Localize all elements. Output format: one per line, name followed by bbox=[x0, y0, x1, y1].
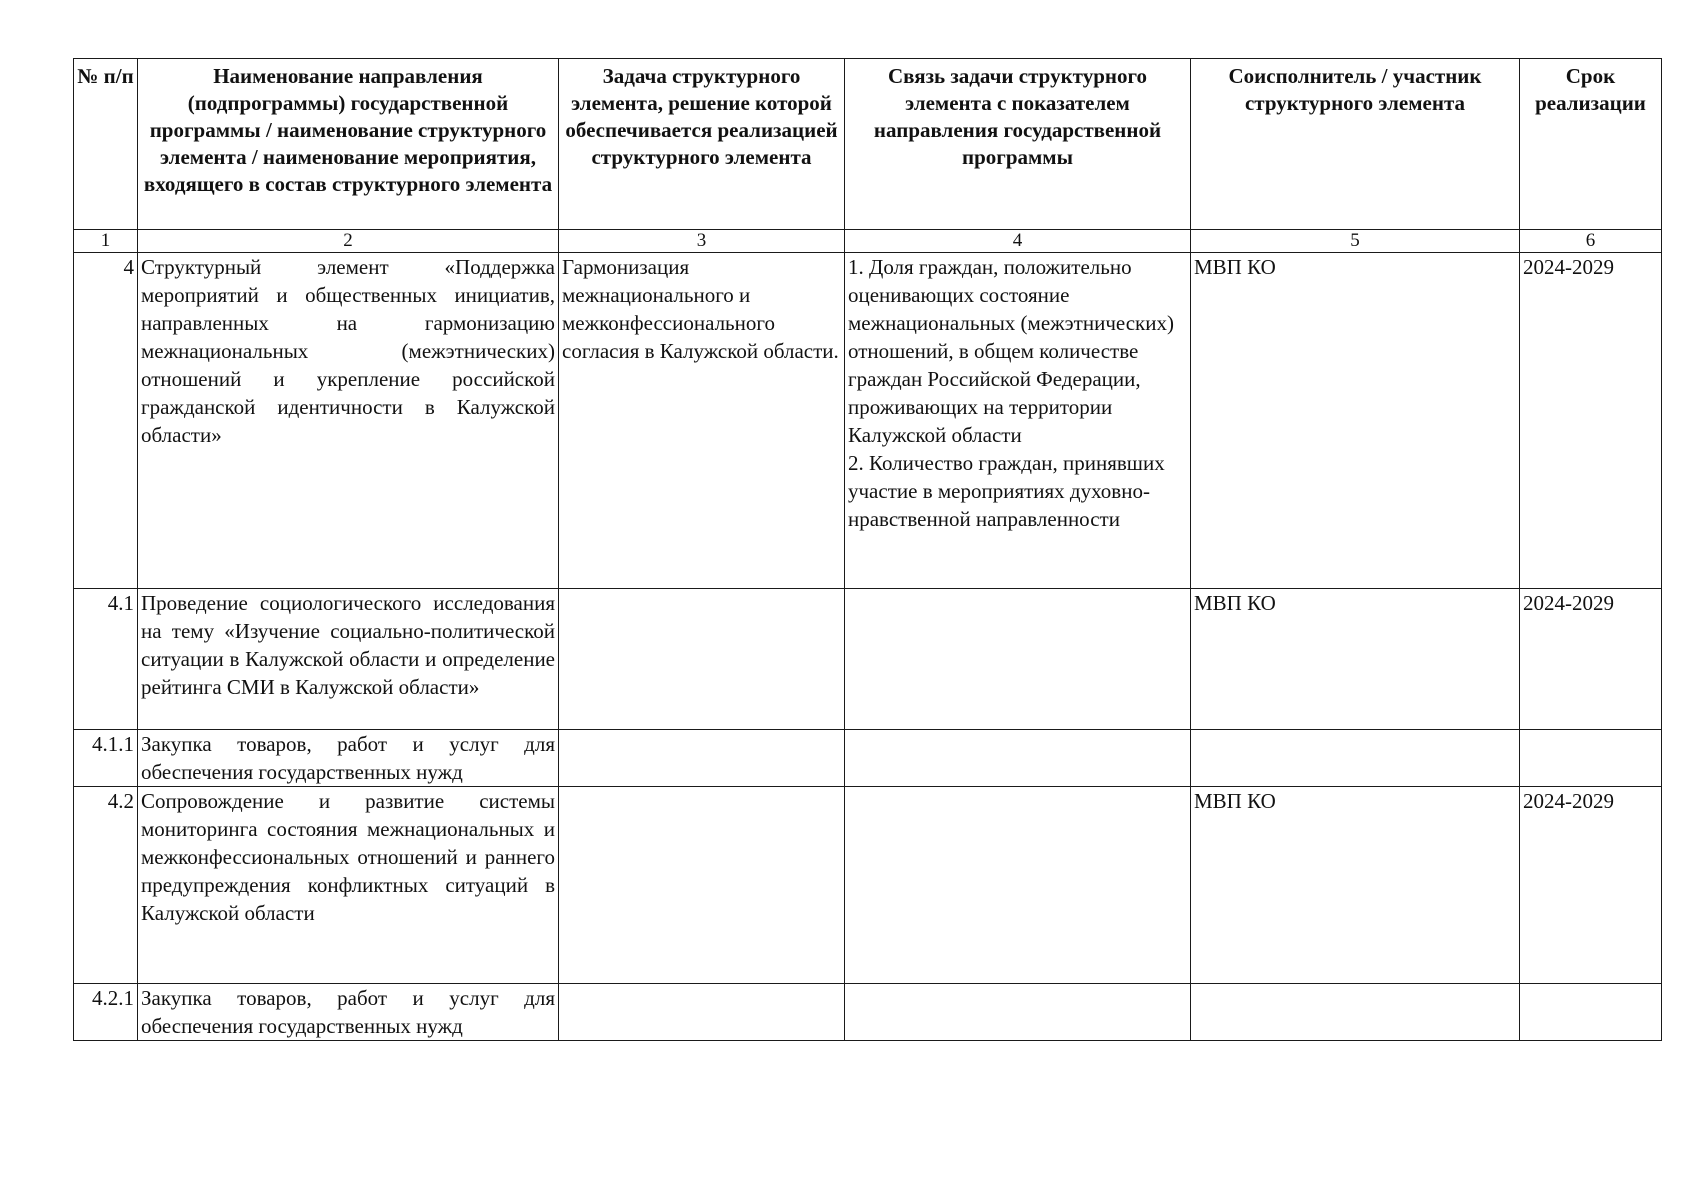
header-number: № п/п bbox=[74, 59, 138, 230]
header-link: Связь задачи структурного элемента с показателем направления государственной программы bbox=[845, 59, 1191, 230]
row-term: 2024-2029 bbox=[1520, 589, 1662, 730]
column-number: 5 bbox=[1191, 230, 1520, 253]
header-name: Наименование направления (подпрограммы) государственной программы / наименование структурного элемента / наименование мероприятия, входящего в состав структурного элемента bbox=[138, 59, 559, 230]
table-header-row bbox=[74, 59, 1662, 230]
row-name: Структурный элемент «Поддержка мероприятий и общественных инициатив, направленных на гармонизацию межнациональных (межэтнических) отношений и укрепление российской гражданской идентичности в Калужской области» bbox=[138, 253, 559, 589]
row-participant: МВП КО bbox=[1191, 253, 1520, 589]
row-participant bbox=[1191, 984, 1520, 1041]
row-number: 4.1.1 bbox=[74, 730, 138, 787]
column-number: 4 bbox=[845, 230, 1191, 253]
column-number: 2 bbox=[138, 230, 559, 253]
row-participant: МВП КО bbox=[1191, 787, 1520, 984]
row-number: 4.1 bbox=[74, 589, 138, 730]
row-link bbox=[845, 589, 1191, 730]
row-task: Гармонизация межнационального и межконфессионального согласия в Калужской области. bbox=[559, 253, 845, 589]
table-row bbox=[74, 253, 1662, 589]
column-number: 6 bbox=[1520, 230, 1662, 253]
row-participant bbox=[1191, 730, 1520, 787]
row-task bbox=[559, 730, 845, 787]
row-number: 4.2.1 bbox=[74, 984, 138, 1041]
table-row bbox=[74, 787, 1662, 984]
row-link bbox=[845, 984, 1191, 1041]
row-term bbox=[1520, 984, 1662, 1041]
row-term: 2024-2029 bbox=[1520, 253, 1662, 589]
header-task: Задача структурного элемента, решение которой обеспечивается реализацией структурного элемента bbox=[559, 59, 845, 230]
header-participant: Соисполнитель / участник структурного элемента bbox=[1191, 59, 1520, 230]
row-link: 1. Доля граждан, положительно оценивающих состояние межнациональных (межэтнических) отношений, в общем количестве граждан Российской Федерации, проживающих на территории Калужской области 2. Количество граждан, принявших участие в мероприятиях духовно-нравственной направленности bbox=[845, 253, 1191, 589]
row-link bbox=[845, 730, 1191, 787]
row-task bbox=[559, 787, 845, 984]
table-row bbox=[74, 984, 1662, 1041]
row-name: Проведение социологического исследования на тему «Изучение социально-политической ситуации в Калужской области и определение рейтинга СМИ в Калужской области» bbox=[138, 589, 559, 730]
row-participant: МВП КО bbox=[1191, 589, 1520, 730]
table-row bbox=[74, 730, 1662, 787]
column-number-row bbox=[74, 230, 1662, 253]
row-task bbox=[559, 984, 845, 1041]
program-structure-table bbox=[73, 58, 1662, 1041]
row-name: Сопровождение и развитие системы мониторинга состояния межнациональных и межконфессиональных отношений и раннего предупреждения конфликтных ситуаций в Калужской области bbox=[138, 787, 559, 984]
row-name: Закупка товаров, работ и услуг для обеспечения государственных нужд bbox=[138, 984, 559, 1041]
header-term: Срок реализации bbox=[1520, 59, 1662, 230]
row-task bbox=[559, 589, 845, 730]
row-number: 4.2 bbox=[74, 787, 138, 984]
row-number: 4 bbox=[74, 253, 138, 589]
table-row bbox=[74, 589, 1662, 730]
row-term: 2024-2029 bbox=[1520, 787, 1662, 984]
column-number: 1 bbox=[74, 230, 138, 253]
row-term bbox=[1520, 730, 1662, 787]
row-name: Закупка товаров, работ и услуг для обеспечения государственных нужд bbox=[138, 730, 559, 787]
row-link bbox=[845, 787, 1191, 984]
column-number: 3 bbox=[559, 230, 845, 253]
